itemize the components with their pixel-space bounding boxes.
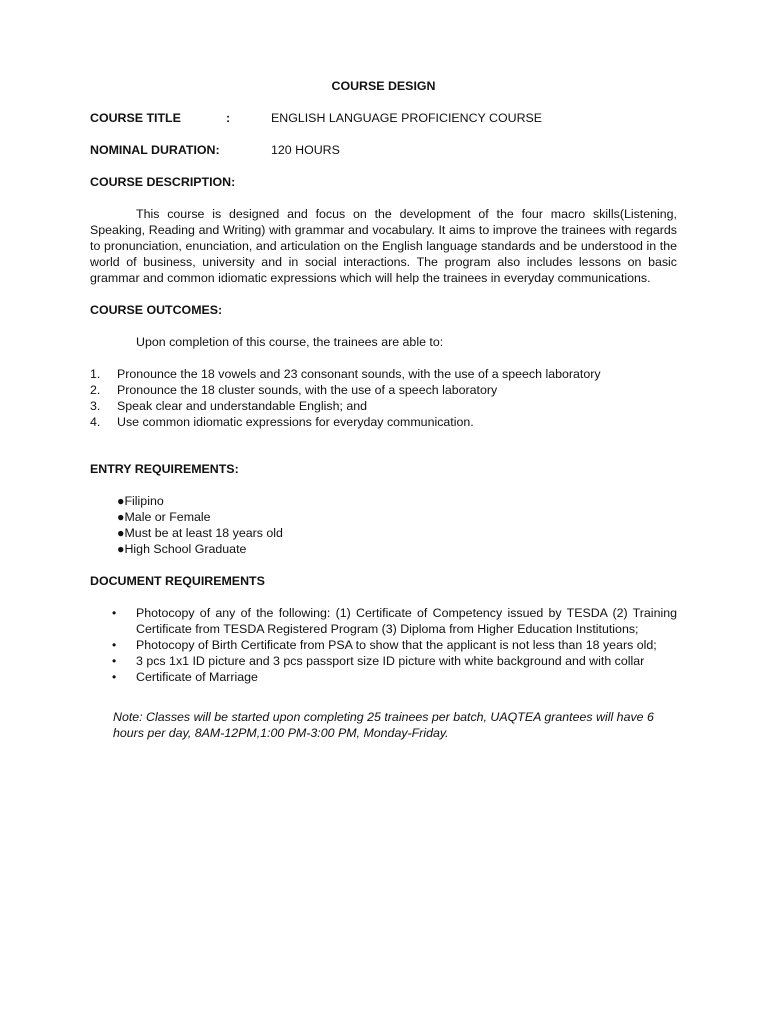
list-item (90, 414, 677, 430)
nominal-duration-label: NOMINAL DURATION: (90, 143, 220, 157)
course-outcomes-list (90, 366, 677, 430)
note-text: Note: Classes will be started upon completing 25 trainees per batch, UAQTEA grantees will have 6 hours per day, 8AM-12PM,1:00 PM-3:00 PM, Monday-Friday. (113, 710, 654, 740)
course-title-colon: : (226, 111, 231, 125)
nominal-duration-row (90, 142, 677, 158)
document-title: COURSE DESIGN (331, 79, 436, 93)
course-description-text: This course is designed and focus on the development of the four macro skills(Listening, Speaking, Reading and Writing) with grammar and vocabulary. It aims to improve the trainees with regards to pronunciation, enunciation, and articulation on the English language standards and be understood in the world of business, university and in social interactions. The program also includes lessons on basic grammar and common idiomatic expressions which will help the trainees in everyday communications. (90, 207, 677, 285)
course-outcomes-intro: Upon completion of this course, the trainees are able to: (136, 335, 444, 349)
list-item: ●High School Graduate (117, 542, 247, 556)
list-item: ●Filipino (117, 494, 164, 508)
list-item (90, 669, 677, 685)
list-item (90, 605, 677, 637)
bullet-icon: • (112, 638, 117, 652)
list-item-text: Speak clear and understandable English; and (117, 399, 368, 413)
course-title-value: ENGLISH LANGUAGE PROFICIENCY COURSE (271, 111, 543, 125)
document-body (90, 78, 677, 741)
entry-requirements-list (90, 493, 677, 557)
list-number: 2. (90, 383, 101, 397)
list-item-text: Photocopy of Birth Certificate from PSA to show that the applicant is not less than 18 years old; (136, 638, 657, 652)
list-item-text: 3 pcs 1x1 ID picture and 3 pcs passport size ID picture with white background and with collar (136, 654, 645, 668)
list-item (90, 382, 677, 398)
list-item (90, 637, 677, 653)
nominal-duration-value: 120 HOURS (271, 143, 340, 157)
list-item-text: Certificate of Marriage (136, 670, 258, 684)
list-number: 1. (90, 367, 101, 381)
bullet-icon: • (112, 654, 117, 668)
list-item-text: Pronounce the 18 cluster sounds, with the use of a speech laboratory (117, 383, 498, 397)
entry-requirements-heading: ENTRY REQUIREMENTS: (90, 462, 239, 476)
list-item-text: Use common idiomatic expressions for everyday communication. (117, 415, 474, 429)
list-item: ●Must be at least 18 years old (117, 526, 283, 540)
course-title-row (90, 110, 677, 126)
bullet-icon: • (112, 606, 117, 620)
document-requirements-heading: DOCUMENT REQUIREMENTS (90, 574, 265, 588)
course-description-heading: COURSE DESCRIPTION: (90, 175, 236, 189)
document-requirements-list (90, 605, 677, 685)
course-title-label: COURSE TITLE (90, 111, 181, 125)
list-item-text: Pronounce the 18 vowels and 23 consonant sounds, with the use of a speech laboratory (117, 367, 601, 381)
list-item-text: Photocopy of any of the following: (1) Certificate of Competency issued by TESDA (2) Training Certificate from TESDA Registered Program (3) Diploma from Higher Education Institutions; (136, 606, 677, 636)
bullet-icon: • (112, 670, 117, 684)
list-item (90, 366, 677, 382)
list-item: ●Male or Female (117, 510, 211, 524)
list-item (90, 653, 677, 669)
list-number: 4. (90, 415, 101, 429)
list-item (90, 398, 677, 414)
list-number: 3. (90, 399, 101, 413)
course-outcomes-heading: COURSE OUTCOMES: (90, 303, 223, 317)
